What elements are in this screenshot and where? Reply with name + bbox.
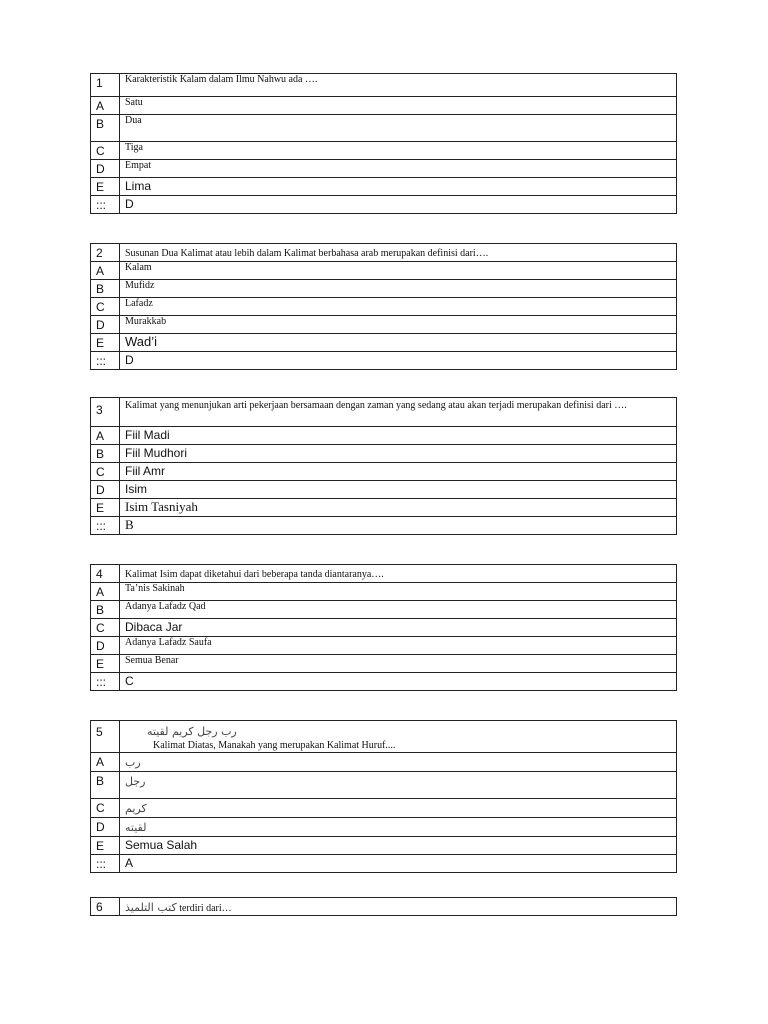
option-key: B	[91, 280, 120, 298]
question-table-1	[90, 73, 677, 214]
answer-text: B	[120, 517, 677, 535]
option-key: B	[91, 445, 120, 463]
option-text: Fiil Madi	[120, 427, 677, 445]
option-text: Dua	[120, 115, 677, 142]
option-key: D	[91, 481, 120, 499]
question-stem-cell	[120, 721, 677, 753]
question-number: 3	[91, 398, 120, 427]
option-text: Tiga	[120, 142, 677, 160]
option-text: رجل	[125, 775, 146, 788]
answer-key-marker: :::	[91, 673, 120, 691]
question-number: 6	[91, 898, 120, 916]
option-text: Satu	[120, 97, 677, 115]
option-text: Isim Tasniyah	[120, 499, 677, 517]
option-key: E	[91, 837, 120, 855]
option-text-cell	[120, 753, 677, 772]
question-number: 2	[91, 244, 120, 262]
question-number: 5	[91, 721, 120, 753]
option-key: B	[91, 115, 120, 142]
option-key: C	[91, 298, 120, 316]
question-stem: Kalimat Isim dapat diketahui dari beberapa tanda diantaranya….	[120, 565, 677, 583]
option-key: B	[91, 601, 120, 619]
answer-text: D	[120, 196, 677, 214]
option-text: Kalam	[120, 262, 677, 280]
answer-text: C	[120, 673, 677, 691]
option-text: Adanya Lafadz Qad	[120, 601, 677, 619]
option-text: Semua Benar	[120, 655, 677, 673]
option-key: E	[91, 334, 120, 352]
option-key: E	[91, 178, 120, 196]
option-key: C	[91, 619, 120, 637]
question-number: 4	[91, 565, 120, 583]
option-text: Fiil Mudhori	[120, 445, 677, 463]
option-text: Ta’nis Sakinah	[120, 583, 677, 601]
option-text: Dibaca Jar	[120, 619, 677, 637]
option-key: A	[91, 427, 120, 445]
answer-text: D	[120, 352, 677, 370]
option-text-cell	[120, 799, 677, 818]
option-key: A	[91, 262, 120, 280]
option-text: Lima	[120, 178, 677, 196]
option-key: E	[91, 655, 120, 673]
question-table-5	[90, 720, 677, 873]
answer-key-marker: :::	[91, 855, 120, 873]
option-text: لقيته	[125, 821, 147, 834]
question-table-2	[90, 243, 677, 370]
answer-key-marker: :::	[91, 196, 120, 214]
option-text: Lafadz	[120, 298, 677, 316]
question-stem-arabic: رب رجل كريم لقيته	[147, 725, 237, 738]
option-key: D	[91, 637, 120, 655]
option-key: D	[91, 316, 120, 334]
answer-key-marker: :::	[91, 352, 120, 370]
answer-text: A	[120, 855, 677, 873]
option-text: Wad’i	[120, 334, 677, 352]
question-table-3	[90, 397, 677, 535]
question-stem: Susunan Dua Kalimat atau lebih dalam Kalimat berbahasa arab merupakan definisi dari….	[120, 244, 677, 262]
option-text: Fiil Amr	[120, 463, 677, 481]
option-key: A	[91, 753, 120, 772]
option-text: Semua Salah	[120, 837, 677, 855]
question-stem: terdiri dari…	[179, 903, 232, 914]
option-text: Mufidz	[120, 280, 677, 298]
option-key: D	[91, 818, 120, 837]
question-stem-cell	[120, 898, 677, 916]
option-text: كريم	[125, 802, 147, 815]
option-text: Empat	[120, 160, 677, 178]
option-key: C	[91, 142, 120, 160]
option-key: D	[91, 160, 120, 178]
option-text: Isim	[120, 481, 677, 499]
option-text-cell	[120, 818, 677, 837]
option-text-cell	[120, 772, 677, 799]
question-stem: Karakteristik Kalam dalam Ilmu Nahwu ada ….	[120, 74, 677, 97]
option-key: C	[91, 799, 120, 818]
option-key: C	[91, 463, 120, 481]
question-stem: Kalimat Diatas, Manakah yang merupakan Kalimat Huruf....	[153, 740, 396, 751]
option-key: A	[91, 97, 120, 115]
option-key: A	[91, 583, 120, 601]
answer-key-marker: :::	[91, 517, 120, 535]
question-table-6	[90, 897, 677, 916]
option-key: B	[91, 772, 120, 799]
option-key: E	[91, 499, 120, 517]
option-text: Adanya Lafadz Saufa	[120, 637, 677, 655]
question-table-4	[90, 564, 677, 691]
question-stem: Kalimat yang menunjukan arti pekerjaan bersamaan dengan zaman yang sedang atau akan terjadi merupakan definisi dari ….	[120, 398, 677, 427]
question-stem-arabic: كتب التلميذ	[125, 901, 177, 914]
option-text: Murakkab	[120, 316, 677, 334]
option-text: رب	[125, 756, 141, 769]
question-number: 1	[91, 74, 120, 97]
